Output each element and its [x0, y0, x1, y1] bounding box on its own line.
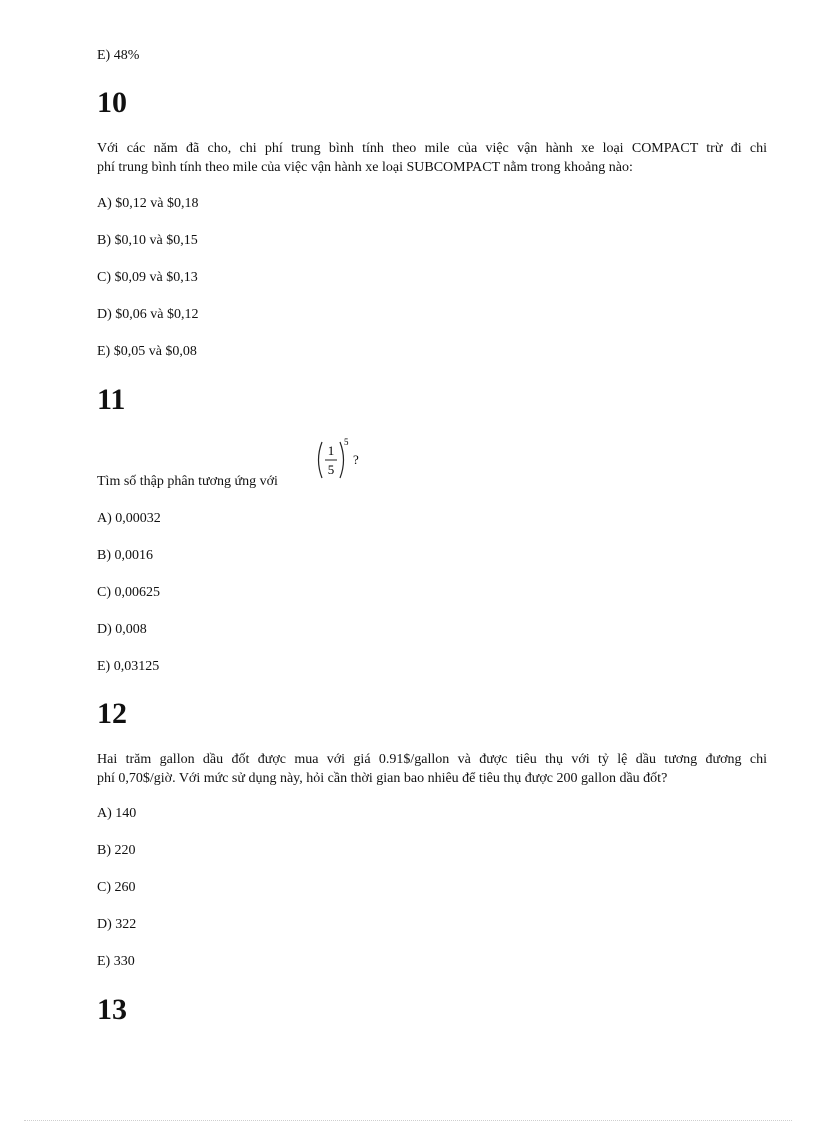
question-10-option-c: C) $0,09 và $0,13: [97, 270, 198, 285]
question-10-line-2: phí trung bình tính theo mile của việc vận hành xe loại SUBCOMPACT nằm trong khoảng nào:: [97, 160, 633, 175]
question-12-line-1: Hai trăm gallon dầu đốt được mua với giá 0.91$/gallon và được tiêu thụ với tỷ lệ dầu tương đương chi: [97, 752, 767, 767]
question-10-text: [97, 139, 767, 177]
question-10-number: 10: [97, 86, 127, 119]
question-11-number: 11: [97, 383, 126, 416]
question-10-option-a: A) $0,12 và $0,18: [97, 196, 199, 211]
fraction-power-formula: [314, 436, 366, 484]
question-10-option-e: E) $0,05 và $0,08: [97, 344, 197, 359]
question-12-option-a: A) 140: [97, 806, 137, 821]
formula-denominator: 5: [327, 462, 335, 477]
question-12-line-2: phí 0,70$/giờ. Với mức sử dụng này, hỏi cần thời gian bao nhiêu để tiêu thụ được 200 gallon dầu đốt?: [97, 771, 668, 786]
question-11-option-a: A) 0,00032: [97, 511, 161, 526]
prev-option-e: E) 48%: [97, 48, 140, 63]
question-12-text: [97, 750, 767, 788]
question-11-prompt: Tìm số thập phân tương ứng với: [97, 474, 278, 489]
formula-question-mark: ?: [353, 452, 359, 467]
question-12-option-c: C) 260: [97, 880, 136, 895]
page-bottom-divider: [24, 1120, 792, 1121]
question-12-option-e: E) 330: [97, 954, 135, 969]
question-12-number: 12: [97, 697, 127, 730]
question-11-option-b: B) 0,0016: [97, 548, 153, 563]
question-11-option-c: C) 0,00625: [97, 585, 160, 600]
question-12-option-d: D) 322: [97, 917, 137, 932]
question-11-option-d: D) 0,008: [97, 622, 147, 637]
formula-numerator: 1: [327, 443, 335, 458]
question-12-option-b: B) 220: [97, 843, 136, 858]
formula-exponent: 5: [344, 437, 349, 447]
question-11-option-e: E) 0,03125: [97, 659, 160, 674]
question-13-number: 13: [97, 993, 127, 1026]
question-10-option-b: B) $0,10 và $0,15: [97, 233, 198, 248]
question-10-line-1: Với các năm đã cho, chi phí trung bình tính theo mile của việc vận hành xe loại COMPACT trừ đi chi: [97, 141, 767, 156]
question-10-option-d: D) $0,06 và $0,12: [97, 307, 199, 322]
